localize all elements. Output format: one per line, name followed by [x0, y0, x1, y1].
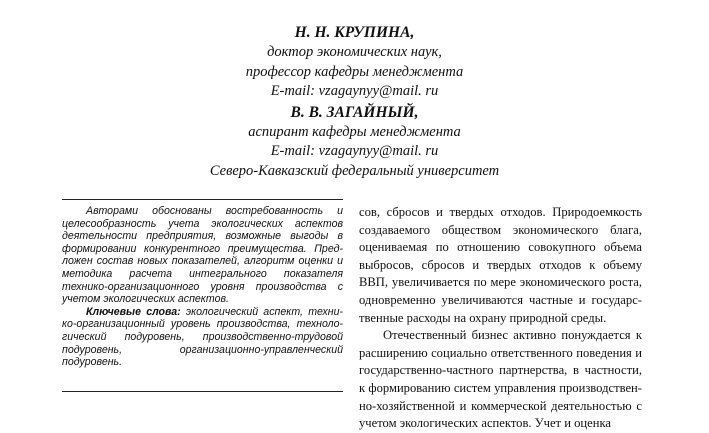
- abstract-block: [62, 205, 343, 369]
- author-position: аспирант кафедры менеджмента: [248, 123, 461, 140]
- body-paragraph: Отечественный бизнес активно понуждается к расширению социально ответственного поведения и государственно-частного партнерства, в частности, к формированию систем управления производственно-хозяйственной и коммерческой деятельностью с учетом экологических аспектов. Учет и оценка: [359, 328, 642, 431]
- abstract-bottom-rule: [62, 391, 343, 392]
- keywords-text: экологический аспект, технико-организационный уровень производства, технологический подуровень, производственно-трудовой подуровень, организационно-управленческий подуровень.: [62, 305, 343, 369]
- author-email: E-mail: vzagaynyy@mail. ru: [270, 83, 439, 99]
- author-1: [0, 22, 709, 102]
- body-paragraph: сов, сбросов и твердых отходов. Природоемкость создаваемого обществом экономического блага, оцениваемая по отношению совокупного объема выбросов, сбросов и твердых отходов к объему ВВП, увеличивается по мере экономического роста, одновременно увеличиваются частные и государственные расходы на охрану природной среды.: [359, 205, 642, 325]
- authors-block: [0, 22, 709, 181]
- keywords: [62, 306, 343, 369]
- abstract-text: Авторами обоснованы востребованность и целесообразность учета экологических аспектов деятельности предприятия, возможные выгоды в формировании конкурентного преимущества. Предложен состав новых показателей, алгоритм оценки и методика расчета интегрального показателя технико-организационного уровня производства с учетом экологических аспектов.: [62, 205, 343, 306]
- keywords-label: Ключевые слова:: [86, 305, 181, 318]
- author-degree: доктор экономических наук,: [267, 44, 442, 60]
- author-affiliation: Северо-Кавказский федеральный университет: [209, 162, 500, 179]
- author-email: E-mail: vzagaynyy@mail. ru: [270, 143, 439, 159]
- author-2: [0, 102, 709, 182]
- author-name: Н. Н. КРУПИНА,: [294, 24, 415, 41]
- abstract-top-rule: [62, 199, 343, 200]
- body-text-column: [359, 204, 642, 433]
- author-name: В. В. ЗАГАЙНЫЙ,: [290, 103, 419, 121]
- author-position: профессор кафедры менеджмента: [245, 63, 464, 80]
